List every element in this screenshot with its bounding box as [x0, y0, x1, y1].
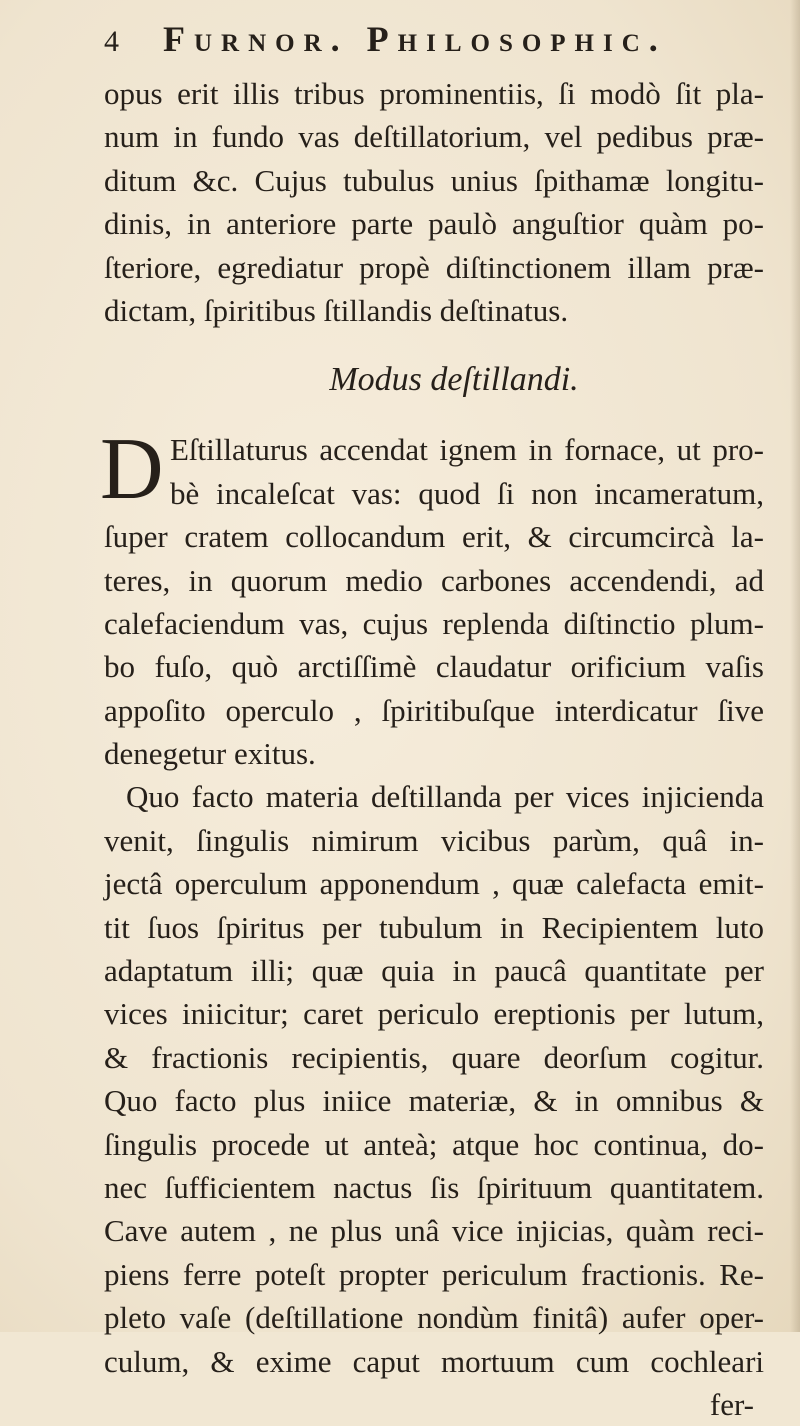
paragraph-1 — [104, 72, 764, 332]
paragraph-3 — [104, 775, 764, 1382]
text-line: jectâ operculum apponendum , quæ calefacta emit- — [104, 866, 764, 902]
running-head — [104, 14, 744, 64]
text-line: & fractionis recipientis, quare deorſum cogitur. — [104, 1039, 764, 1075]
text-line: ſteriore, egrediatur propè diſtinctionem illam præ- — [104, 249, 764, 285]
paragraph-2 — [100, 421, 764, 775]
text-line: ſingulis procede ut anteà; atque hoc continua, do- — [104, 1126, 764, 1162]
text-line: bè incaleſcat vas: quod ſi non incameratum, — [170, 475, 764, 511]
text-line: opus erit illis tribus prominentiis, ſi modò ſit pla- — [104, 76, 764, 111]
text-line: piens ferre poteſt propter periculum fractionis. Re- — [104, 1256, 764, 1292]
text-line: Quo facto materia deſtillanda per vices injicienda — [126, 779, 764, 815]
running-title: Furnor. Philosophic. — [163, 19, 667, 59]
text-line: culum, & exime caput mortuum cum cochleari — [104, 1343, 764, 1379]
text-line: dinis, in anteriore parte paulò anguſtior quàm po- — [104, 206, 764, 242]
text-line: denegetur exitus. — [104, 736, 316, 772]
text-line: Eſtillaturus accendat ignem in fornace, ut pro- — [170, 432, 764, 468]
drop-cap: D — [100, 421, 164, 519]
text-line: adaptatum illi; quæ quia in paucâ quantitate per — [104, 953, 764, 989]
section-heading: Modus deſtillandi. — [329, 361, 579, 399]
text-line: tit ſuos ſpiritus per tubulum in Recipientem luto — [104, 909, 764, 945]
text-line: dictam, ſpiritibus ſtillandis deſtinatus. — [104, 292, 569, 328]
catchword: fer- — [709, 1386, 754, 1422]
text-line: Quo facto plus iniice materiæ, & in omnibus & — [104, 1083, 764, 1119]
page-number: 4 — [104, 25, 119, 58]
text-line: ſuper cratem collocandum erit, & circumcircà la- — [104, 519, 764, 555]
text-line: calefaciendum vas, cujus replenda diſtinctio plum- — [104, 605, 764, 641]
text-line: Cave autem , ne plus unâ vice injicias, quàm reci- — [104, 1213, 764, 1249]
text-line: nec ſufficientem nactus ſis ſpirituum quantitatem. — [104, 1169, 764, 1205]
text-line: appoſito operculo , ſpiritibuſque interdicatur ſive — [104, 692, 764, 728]
page-edge-shadow — [790, 0, 800, 1332]
text-line: vices iniicitur; caret periculo ereptionis per lutum, — [104, 996, 764, 1032]
text-line: num in fundo vas deſtillatorium, vel pedibus præ- — [104, 119, 764, 155]
text-line: bo fuſo, quò arctiſſimè claudatur orificium vaſis — [104, 649, 764, 685]
text-line: venit, ſingulis nimirum vicibus parùm, quâ in- — [104, 822, 764, 858]
text-line: teres, in quorum medio carbones accendendi, ad — [104, 562, 764, 598]
text-line: pleto vaſe (deſtillatione nondùm finitâ) aufer oper- — [104, 1300, 764, 1336]
text-line: ditum &c. Cujus tubulus unius ſpithamæ longitu- — [104, 162, 764, 198]
body-text — [100, 72, 764, 1426]
